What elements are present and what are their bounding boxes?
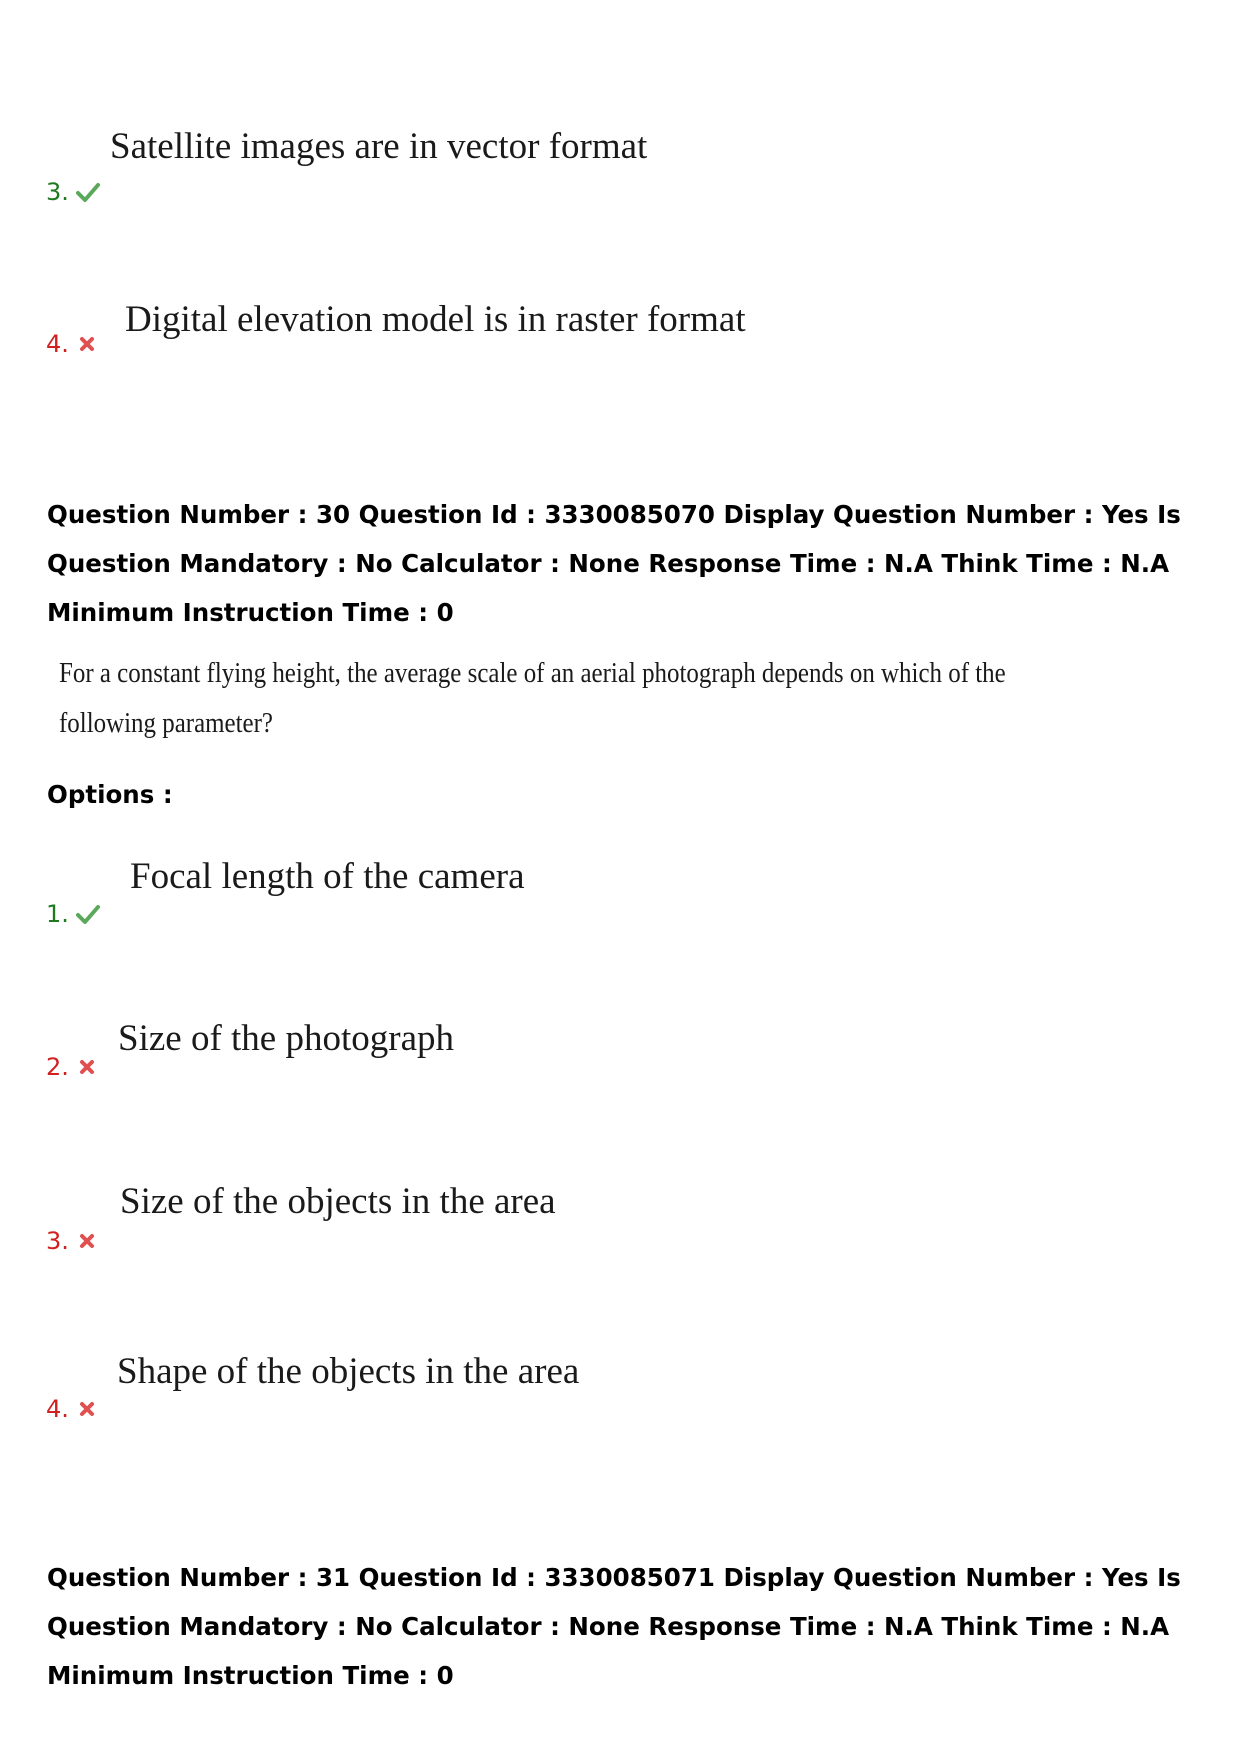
q30-option-1-text: Focal length of the camera — [130, 856, 525, 897]
q30-option-4-text: Shape of the objects in the area — [117, 1351, 580, 1392]
question-30-text-line-2: following parameter? — [59, 707, 273, 739]
question-31-meta: Question Number : 31 Question Id : 3330085071 Display Question Number : Yes Is Question Mandatory : No Calculator : None Response Time : N.A Think Time : N.A Minimum Instruction Time : 0 — [47, 1563, 1181, 1690]
option-number: 4. — [46, 330, 69, 358]
options-label: Options : — [47, 780, 173, 809]
q30-option-2-text: Size of the photograph — [118, 1018, 454, 1059]
cross-icon — [79, 1233, 95, 1249]
option-number: 3. — [46, 1227, 69, 1255]
check-icon — [75, 903, 101, 925]
prev-option-4-text: Digital elevation model is in raster format — [125, 299, 746, 340]
q30-option-3-text: Size of the objects in the area — [120, 1181, 556, 1222]
question-30-text-line-1: For a constant flying height, the average scale of an aerial photograph depends on which of the — [59, 657, 1006, 689]
option-number: 3. — [46, 178, 69, 206]
q30-option-4-number — [46, 1395, 95, 1423]
prev-option-3-text: Satellite images are in vector format — [110, 126, 648, 167]
prev-option-4-number — [46, 330, 95, 358]
option-number: 1. — [46, 900, 69, 928]
q30-option-2-number — [46, 1053, 95, 1081]
q30-option-1-number — [46, 900, 101, 928]
option-number: 2. — [46, 1053, 69, 1081]
q30-option-3-number — [46, 1227, 95, 1255]
cross-icon — [79, 336, 95, 352]
prev-option-3-number — [46, 178, 101, 206]
cross-icon — [79, 1401, 95, 1417]
check-icon — [75, 181, 101, 203]
cross-icon — [79, 1059, 95, 1075]
question-30-meta: Question Number : 30 Question Id : 3330085070 Display Question Number : Yes Is Question Mandatory : No Calculator : None Response Time : N.A Think Time : N.A Minimum Instruction Time : 0 — [47, 500, 1181, 627]
option-number: 4. — [46, 1395, 69, 1423]
